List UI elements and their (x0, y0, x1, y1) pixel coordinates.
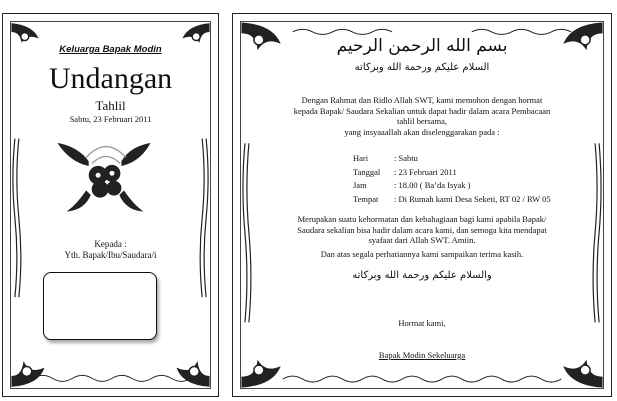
detail-row-time (353, 179, 593, 193)
closing-line: Dan atas segala perhatiannya kami sampaikan terima kasih. (320, 248, 524, 259)
corner-ornament-icon (12, 24, 38, 42)
detail-row-date (353, 166, 593, 180)
cover-date: Sabtu, 23 Februari 2011 (69, 114, 152, 124)
cover-to-line: Yth. Bapak/Ibu/Saudara/i (64, 250, 157, 260)
closing-paragraph (253, 214, 591, 259)
salam-calligraphy: السلام عليكم ورحمة الله وبركاته (354, 62, 490, 73)
detail-label: Tanggal (353, 166, 381, 177)
signature-text: Bapak Modin Sekeluarga (378, 350, 466, 360)
opening-line: Dengan Rahmat dan Ridlo Allah SWT, kami memohon dengan hormat (301, 95, 543, 105)
bottom-border-ornament-icon (33, 375, 192, 381)
event-details (353, 152, 593, 212)
opening-line: kepada Bapak/ Saudara Sekalian untuk dapat hadir dalam acara Pembacaan (293, 105, 551, 116)
cover-to-label: Kepada : (94, 239, 127, 249)
detail-value: : 18.00 ( Ba’da Isyak ) (394, 180, 471, 190)
cover-subtitle: Tahlil (95, 98, 126, 113)
detail-label: Jam (353, 180, 367, 190)
opening-line: yang insyaaallah akan diselenggarakan pada : (344, 126, 500, 137)
closing-line: Saudara sekalian bisa hadir dalam acara kami, dan semoga kita mendapat (297, 224, 547, 235)
bottom-border-ornament-icon (283, 376, 562, 382)
closing-line: Merupakan suatu kehormatan dan kebahagiaan bagi kami apabila Bapak/ (297, 214, 547, 224)
regards-text: Hormat kami, (398, 318, 446, 328)
detail-label: Tempat (353, 193, 379, 204)
corner-ornament-icon (12, 363, 44, 387)
bismillah-calligraphy: بسم الله الرحمن الرحيم (336, 36, 508, 56)
closing-line: syafaat dari Allah SWT. Amiin. (368, 235, 476, 246)
cover-family-name: Keluarga Bapak Modin (59, 44, 162, 55)
detail-row-day (353, 152, 593, 166)
invitation-letter (232, 13, 612, 397)
detail-value: : Sabtu (394, 153, 418, 163)
opening-line: tahlil bersama, (396, 116, 448, 127)
corner-ornament-icon (183, 24, 209, 42)
top-border-ornament-icon (293, 29, 392, 34)
corner-ornament-icon (242, 361, 280, 387)
corner-ornament-icon (564, 361, 602, 387)
floral-ornament-icon (58, 144, 149, 211)
corner-ornament-icon (177, 363, 209, 387)
closing-salam-calligraphy: والسلام عليكم ورحمة الله وبركاته (352, 270, 492, 281)
detail-label: Hari (353, 153, 369, 163)
address-box[interactable] (43, 272, 157, 340)
invitation-cover (2, 13, 219, 397)
detail-row-place (353, 193, 593, 207)
detail-value: : Di Rumah kami Desa Seketi, RT 02 / RW 05 (394, 193, 551, 204)
detail-value: : 23 Februari 2011 (394, 166, 457, 177)
opening-paragraph (253, 95, 591, 137)
cover-title: Undangan (48, 62, 173, 95)
